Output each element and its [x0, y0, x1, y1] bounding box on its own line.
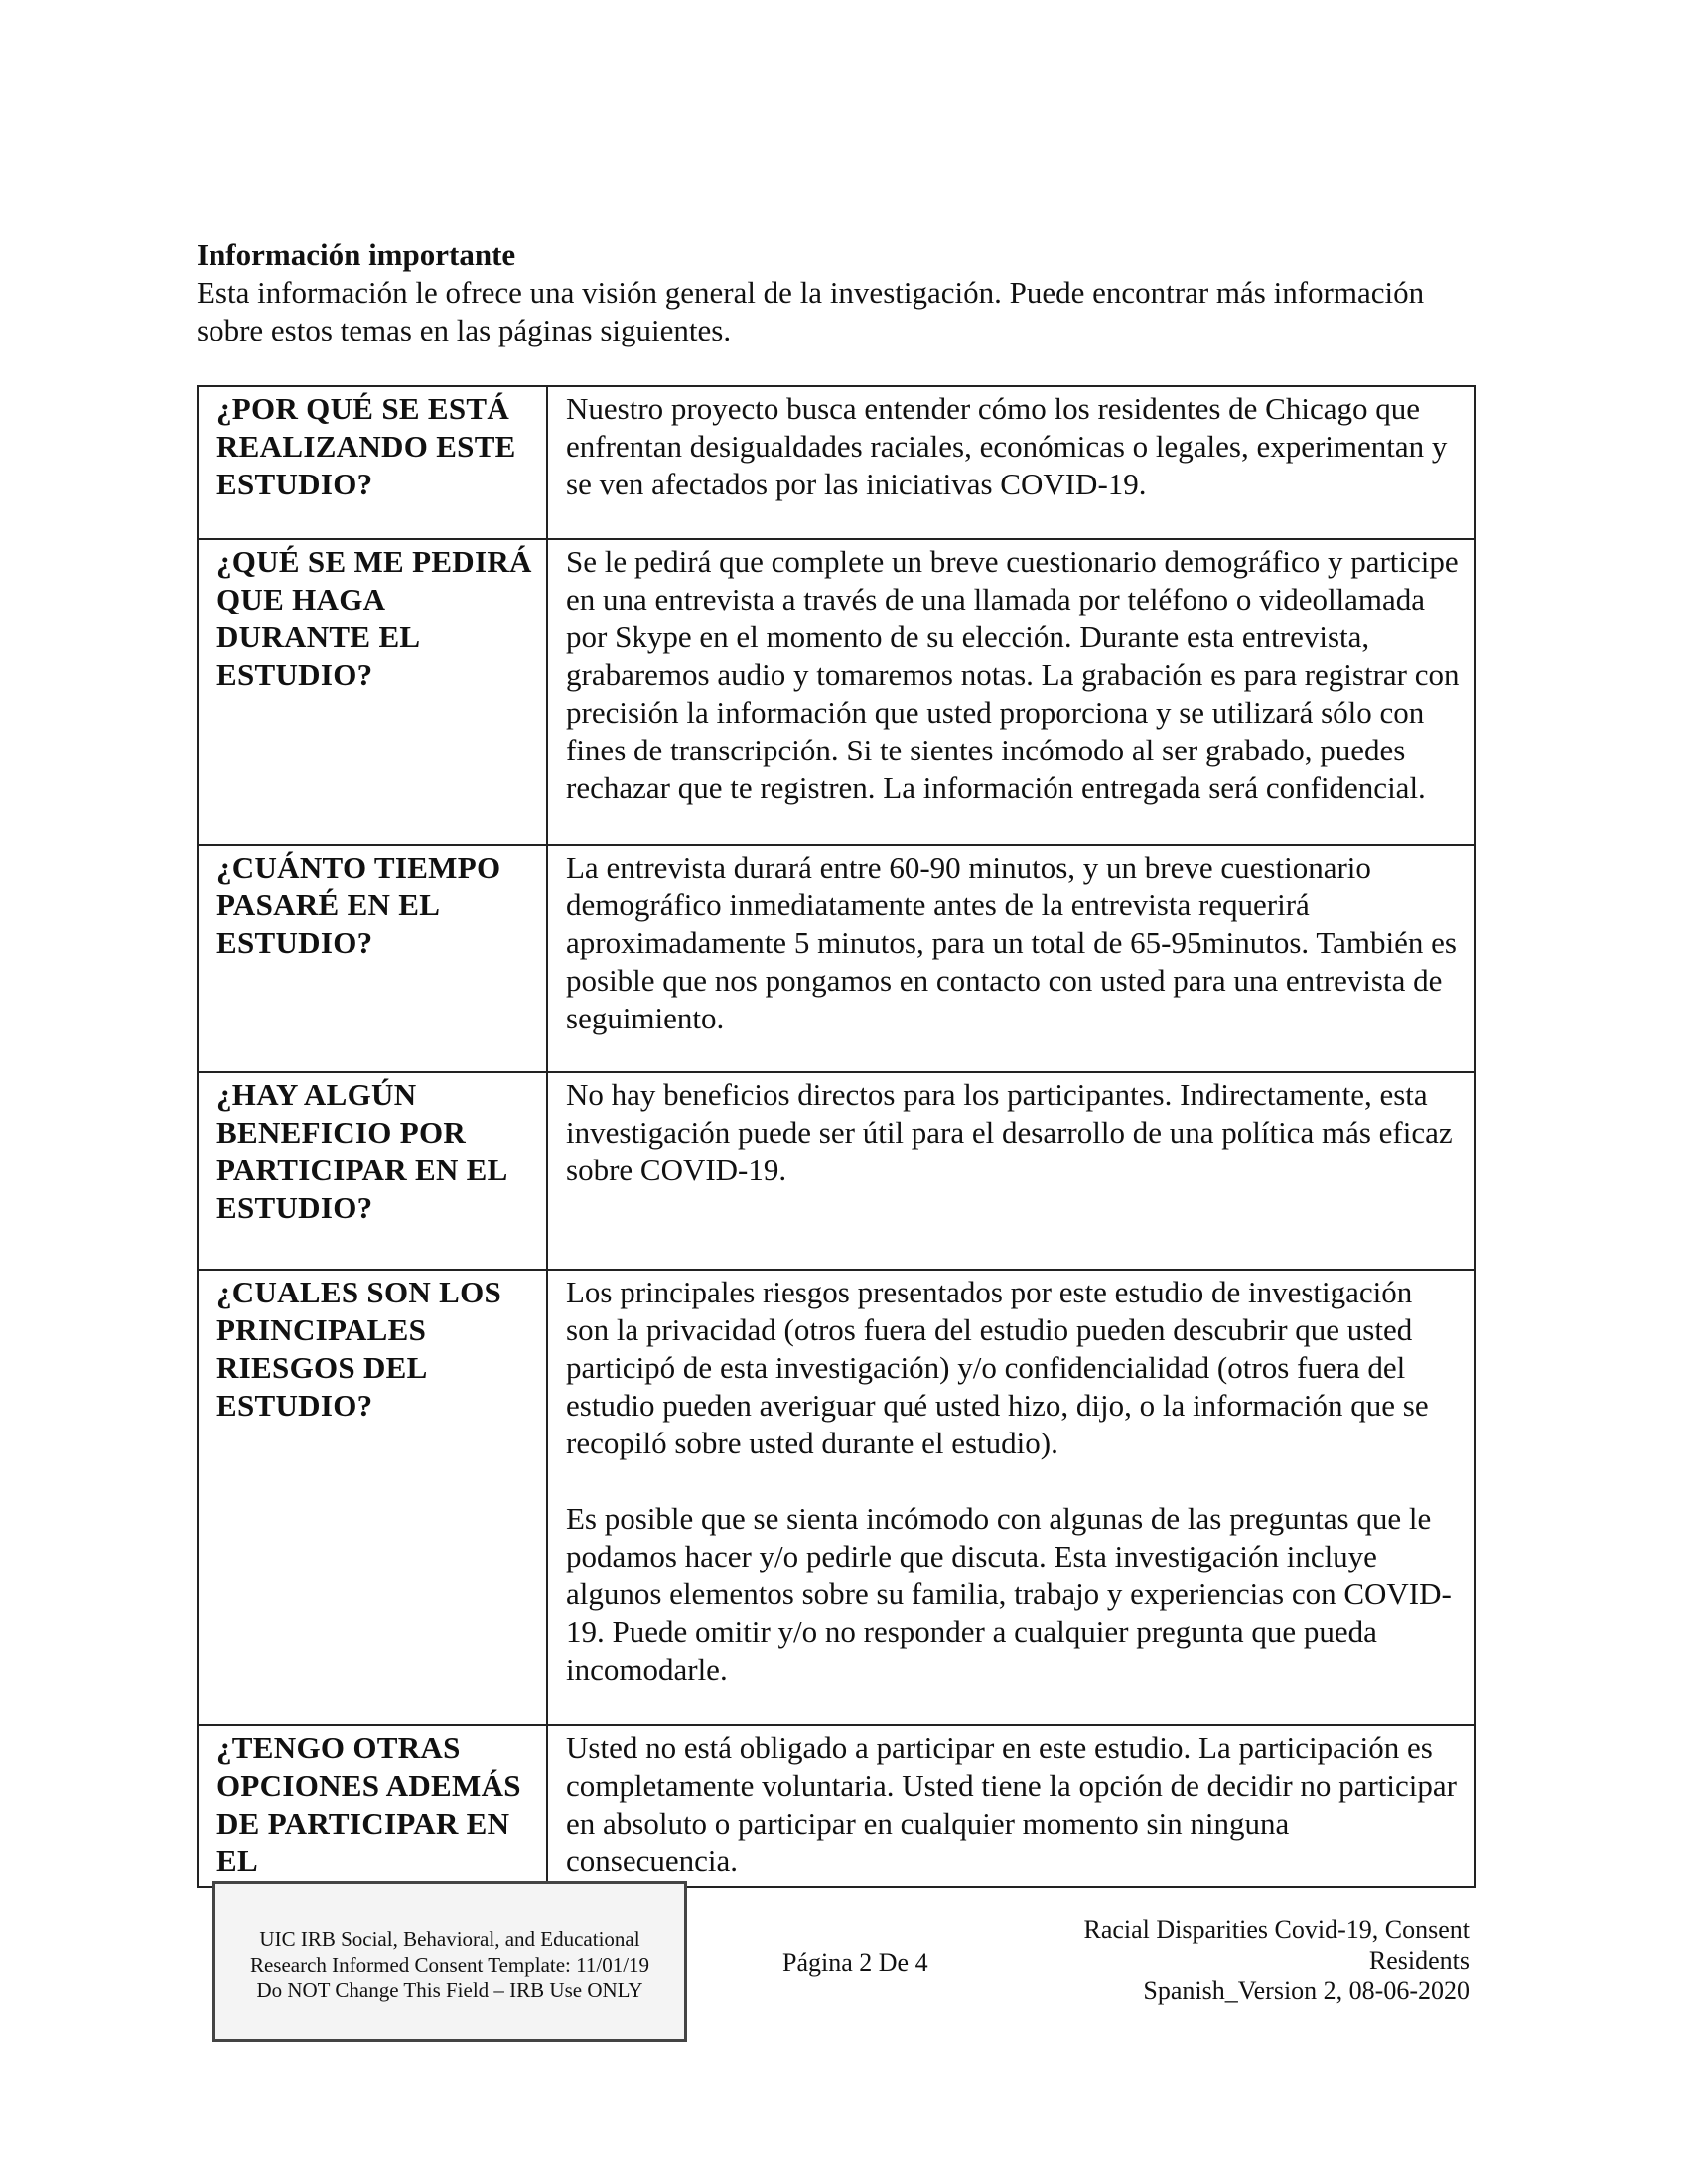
- doc-info-line: Spanish_Version 2, 08-06-2020: [1143, 1977, 1470, 2005]
- question-cell: ¿HAY ALGÚN BENEFICIO POR PARTICIPAR EN EL ESTUDIO?: [198, 1072, 547, 1270]
- table-row: [198, 539, 1475, 845]
- table-row: [198, 845, 1475, 1072]
- question-cell: ¿QUÉ SE ME PEDIRÁ QUE HAGA DURANTE EL ESTUDIO?: [198, 539, 547, 845]
- answer-cell: [547, 845, 1475, 1072]
- table-row: [198, 1072, 1475, 1270]
- table-row: [198, 1270, 1475, 1725]
- key-information-table: [197, 385, 1476, 1888]
- answer-paragraph: Los principales riesgos presentados por este estudio de investigación son la privacidad (otros fuera del estudio pueden descubrir que usted participó de esta investigación) y/o confidencialidad (otros fuera del estudio pueden averiguar qué usted hizo, dijo, o la información que se recopiló sobre usted durante el estudio).: [566, 1275, 1429, 1460]
- irb-line: UIC IRB Social, Behavioral, and Educational: [259, 1927, 640, 1951]
- answer-cell: [547, 1072, 1475, 1270]
- question-cell: ¿CUÁNTO TIEMPO PASARÉ EN EL ESTUDIO?: [198, 845, 547, 1072]
- irb-line: Do NOT Change This Field – IRB Use ONLY: [256, 1979, 643, 2002]
- doc-info-line: Residents: [1368, 1946, 1470, 1975]
- section-title: Información importante: [197, 237, 516, 272]
- document-info: [1083, 1914, 1470, 2006]
- page-number: Página 2 De 4: [782, 1948, 928, 1977]
- answer-cell: [547, 539, 1475, 845]
- question-cell: ¿POR QUÉ SE ESTÁ REALIZANDO ESTE ESTUDIO?: [198, 386, 547, 539]
- intro-paragraph: Esta información le ofrece una visión general de la investigación. Puede encontrar más información sobre estos temas en las páginas siguientes.: [197, 275, 1425, 347]
- answer-paragraph: La entrevista durará entre 60-90 minutos, y un breve cuestionario demográfico inmediatamente antes de la entrevista requerirá aproximadamente 5 minutos, para un total de 65-95minutos. También es posible que nos pongamos en contacto con usted para una entrevista de seguimiento.: [566, 850, 1457, 1035]
- table-row: [198, 1725, 1475, 1887]
- intro-section: [197, 236, 1487, 349]
- question-cell: ¿CUALES SON LOS PRINCIPALES RIESGOS DEL ESTUDIO?: [198, 1270, 547, 1725]
- answer-cell: [547, 386, 1475, 539]
- answer-paragraph: No hay beneficios directos para los participantes. Indirectamente, esta investigación puede ser útil para el desarrollo de una política más eficaz sobre COVID-19.: [566, 1077, 1453, 1187]
- answer-cell: [547, 1270, 1475, 1725]
- answer-paragraph: Nuestro proyecto busca entender cómo los residentes de Chicago que enfrentan desigualdades raciales, económicas o legales, experimentan y se ven afectados por las iniciativas COVID-19.: [566, 391, 1448, 501]
- answer-paragraph: Usted no está obligado a participar en este estudio. La participación es completamente voluntaria. Usted tiene la opción de decidir no participar en absoluto o participar en cualquier momento sin ninguna consecuencia.: [566, 1730, 1457, 1878]
- doc-info-line: Racial Disparities Covid-19, Consent: [1083, 1915, 1470, 1944]
- answer-cell: [547, 1725, 1475, 1887]
- answer-paragraph: Es posible que se sienta incómodo con algunas de las preguntas que le podamos hacer y/o pedirle que discuta. Esta investigación incluye algunos elementos sobre su familia, trabajo y experiencias con COVID-19. Puede omitir y/o no responder a cualquier pregunta que pueda incomodarle.: [566, 1501, 1452, 1687]
- irb-line: Research Informed Consent Template: 11/01/19: [249, 1953, 650, 1977]
- irb-field-box: [212, 1881, 687, 2042]
- table-row: [198, 386, 1475, 539]
- answer-paragraph: Se le pedirá que complete un breve cuestionario demográfico y participe en una entrevista a través de una llamada por teléfono o videollamada por Skype en el momento de su elección. Durante esta entrevista, grabaremos audio y tomaremos notas. La grabación es para registrar con precisión la información que usted proporciona y se utilizará sólo con fines de transcripción. Si te sientes incómodo al ser grabado, puedes rechazar que te registren. La información entregada será confidencial.: [566, 544, 1460, 805]
- question-cell: ¿TENGO OTRAS OPCIONES ADEMÁS DE PARTICIPAR EN EL: [198, 1725, 547, 1887]
